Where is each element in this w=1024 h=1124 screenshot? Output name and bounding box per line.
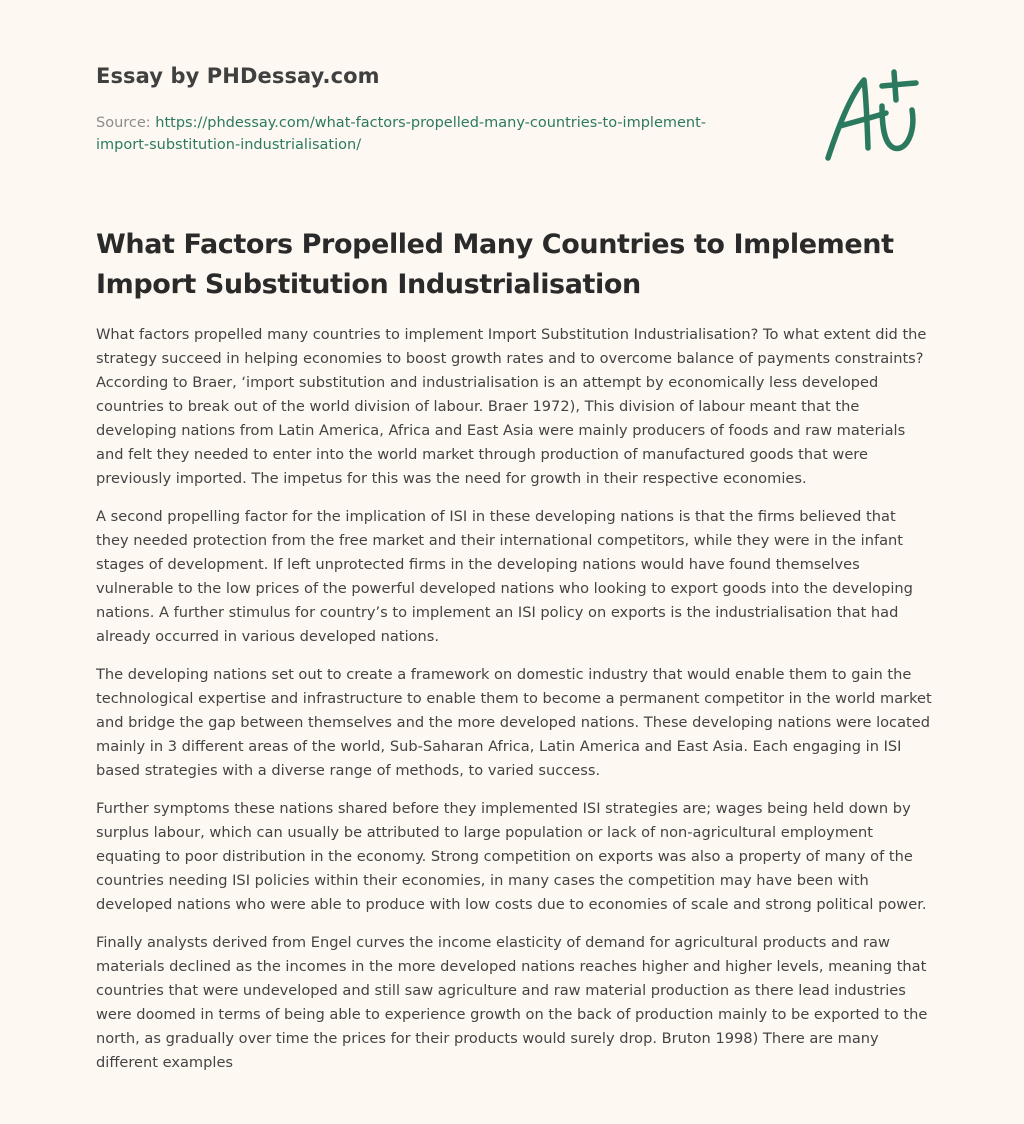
- paragraph: A second propelling factor for the implication of ISI in these developing nations is that the firms believed that they needed protection from the free market and their international competitors, while they were in the infant stages of development. If left unprotected firms in the developing nations would have found themselves vulnerable to the low prices of the powerful developed nations who looking to export goods into the developing nations. A further stimulus for country’s to implement an ISI policy on exports is the industrialisation that had already occurred in various developed nations.: [96, 508, 913, 645]
- article-title: What Factors Propelled Many Countries to Implement Import Substitution Industrialisation: [96, 229, 894, 300]
- paragraph: Finally analysts derived from Engel curves the income elasticity of demand for agricultural products and raw materials declined as the incomes in the more developed nations reaches higher and higher levels, meaning that countries that were undeveloped and still saw agriculture and raw material production as there lead industries were doomed in terms of being able to experience growth on the back of production mainly to be exported to the north, as gradually over time the prices for their products would surely drop. Bruton 1998) There are many different examples: [96, 934, 928, 1071]
- a-plus-grade-icon: [820, 66, 924, 166]
- source-line: [96, 112, 756, 156]
- source-link[interactable]: https://phdessay.com/what-factors-propelled-many-countries-to-implement-import-substitution-industrialisation/: [96, 115, 707, 153]
- paragraph: What factors propelled many countries to implement Import Substitution Industrialisation? To what extent did the strategy succeed in helping economies to boost growth rates and to overcome balance of payments constraints? According to Braer, ‘import substitution and industrialisation is an attempt by economically less developed countries to break out of the world division of labour. Braer 1972), This division of labour meant that the developing nations from Latin America, Africa and East Asia were mainly producers of foods and raw materials and felt they needed to enter into the world market through production of manufactured goods that were previously imported. The impetus for this was the need for growth in their respective economies.: [96, 326, 927, 487]
- source-label: Source:: [96, 115, 156, 131]
- article-body: [96, 323, 932, 1089]
- site-brand: Essay by PHDessay.com: [96, 64, 380, 88]
- paragraph: The developing nations set out to create a framework on domestic industry that would enable them to gain the technological expertise and infrastructure to enable them to become a permanent competitor in the world market and bridge the gap between themselves and the more developed nations. These developing nations were located mainly in 3 different areas of the world, Sub-Saharan Africa, Latin America and East Asia. Each engaging in ISI based strategies with a diverse range of methods, to varied success.: [96, 666, 932, 779]
- paragraph: Further symptoms these nations shared before they implemented ISI strategies are; wages being held down by surplus labour, which can usually be attributed to large population or lack of non-agricultural employment equating to poor distribution in the economy. Strong competition on exports was also a property of many of the countries needing ISI policies within their economies, in many cases the competition may have been with developed nations who were able to produce with low costs due to economies of scale and strong political power.: [96, 800, 927, 913]
